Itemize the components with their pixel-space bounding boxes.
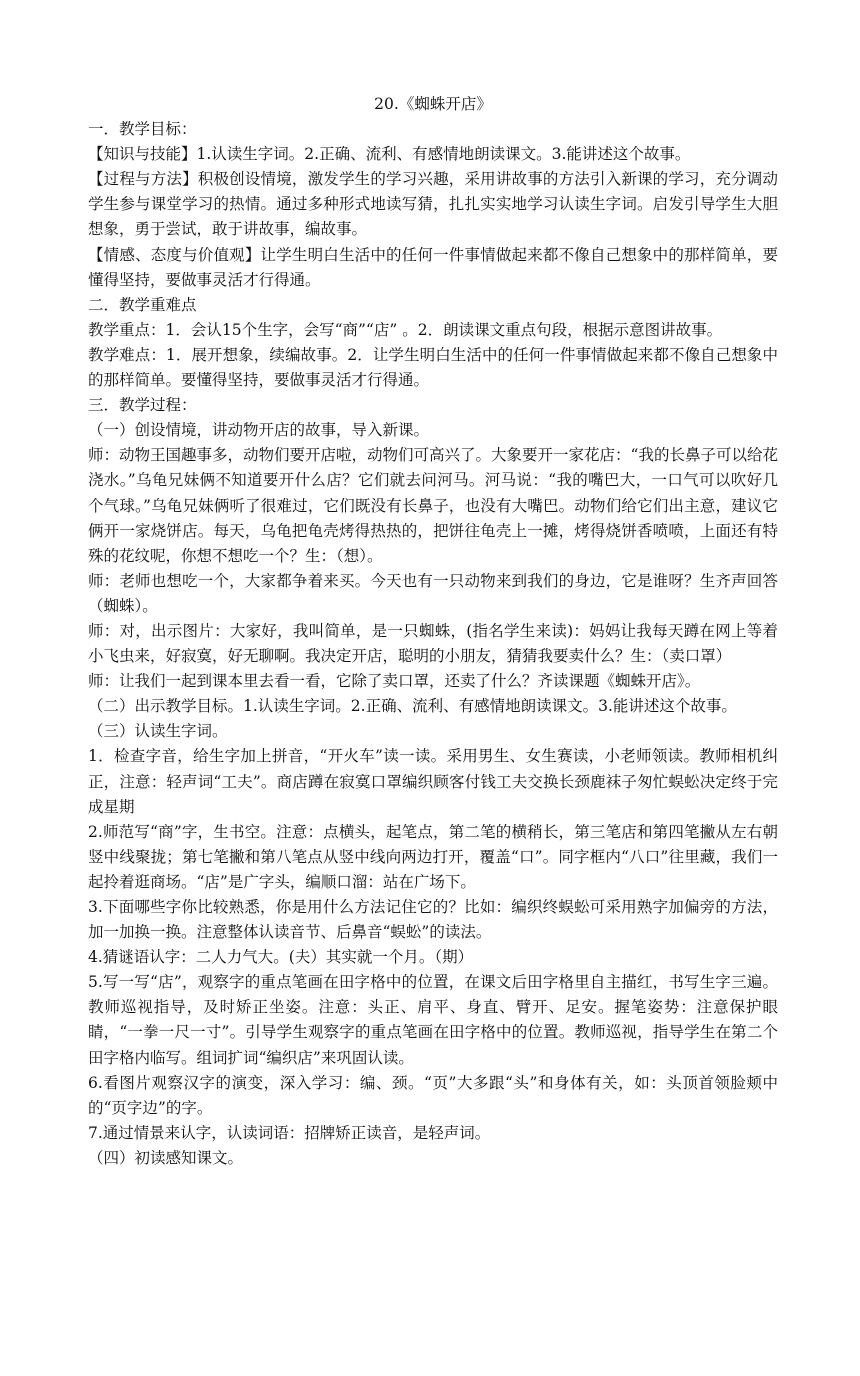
paragraph-teacher-dialogue-3: 师：让我们一起到课本里去看一看，它除了卖口罩，还卖了什么？齐读课题《蜘蛛开店》。 (88, 672, 701, 691)
paragraph-process-methods: 【过程与方法】积极创设情境，激发学生的学习兴趣，采用讲故事的方法引入新课的学习，充分调动学生参与课堂学习的热情。通过多种形式地读写猜，扎扎实实地学习认读生字词。启发引导学生大胆想象，勇于尝试，敢于讲故事，编故事。 (88, 170, 778, 239)
paragraph-emotion-values: 【情感、态度与价值观】让学生明白生活中的任何一件事情做起来都不像自己想象中的那样简单，要懂得坚持，要做事灵活才行得通。 (88, 245, 778, 289)
subheading-part-4: （四）初读感知课文。 (88, 1148, 244, 1167)
list-item-2: 2.师范写“商”字，生书空。注意：点横头，起笔点，第二笔的横稍长，第三笔店和第四笔撇从左右朝竖中线聚拢；第七笔撇和第八笔点从竖中线向两边打开，覆盖“口”。同字框内“八口”往里藏，我们一起拎着逛商场。“店”是广字头，编顺口溜：站在广场下。 (88, 822, 778, 891)
document-title: 20.《蜘蛛开店》 (374, 95, 492, 113)
paragraph-teaching-focus: 教学重点：1．会认15个生字，会写“商”“店” 。2．朗读课文重点句段，根据示意图讲故事。 (88, 320, 723, 339)
list-item-7: 7.通过情景来认字，认读词语：招牌矫正读音，是轻声词。 (88, 1123, 491, 1142)
paragraph-knowledge-skills: 【知识与技能】1.认读生字词。2.正确、流利、有感情地朗读课文。3.能讲述这个故事。 (88, 145, 691, 164)
subheading-part-1: （一）创设情境，讲动物开店的故事，导入新课。 (88, 421, 430, 440)
list-item-3: 3.下面哪些字你比较熟悉，你是用什么方法记住它的？比如：编织终蜈蚣可采用熟字加偏旁的方法，加一加换一换。注意整体认读音节、后鼻音“蜈蚣”的读法。 (88, 898, 778, 942)
paragraph-teacher-dialogue-1: 师：老师也想吃一个，大家都争着来买。今天也有一只动物来到我们的身边，它是谁呀？生齐声回答（蜘蛛）。 (88, 571, 778, 615)
document-page (88, 92, 778, 1171)
section-heading-process: 三．教学过程： (88, 396, 197, 415)
section-heading-objectives: 一．教学目标： (88, 120, 197, 139)
list-item-6: 6.看图片观察汉字的演变，深入学习：编、颈。“页”大多跟“头”和身体有关，如：头顶首领脸颊中的“页字边”的字。 (88, 1073, 778, 1117)
section-heading-key-points: 二．教学重难点 (88, 295, 197, 314)
subheading-part-2: （二）出示教学目标。1.认读生字词。2.正确、流利、有感情地朗读课文。3.能讲述这个故事。 (88, 697, 737, 716)
list-item-1: 1．检查字音，给生字加上拼音，“开火车”读一读。采用男生、女生赛读，小老师领读。教师相机纠正，注意：轻声词“工夫”。商店蹲在寂寞口罩编织顾客付钱工夫交换长颈鹿袜子匆忙蜈蚣决定终于完成星期 (88, 747, 778, 816)
list-item-4: 4.猜谜语认字：二人力气大。(夫）其实就一个月。（期） (88, 948, 474, 967)
paragraph-teacher-dialogue-2: 师：对，出示图片：大家好，我叫简单，是一只蜘蛛，(指名学生来读)：妈妈让我每天蹲在网上等着小飞虫来，好寂寞，好无聊啊。我决定开店，聪明的小朋友，猜猜我要卖什么？生：（卖口罩） (88, 621, 778, 666)
subheading-part-3: （三）认读生字词。 (88, 722, 228, 741)
paragraph-teaching-difficulty: 教学难点：1．展开想象，续编故事。2．让学生明白生活中的任何一件事情做起来都不像自己想象中的那样简单。要懂得坚持，要做事灵活才行得通。 (88, 345, 778, 390)
paragraph-story-intro: 师：动物王国趣事多，动物们要开店啦，动物们可高兴了。大象要开一家花店：“我的长鼻子可以给花浇水。”乌龟兄妹俩不知道要开什么店？它们就去问河马。河马说：“我的嘴巴大，一口气可以吹好几个气球。”乌龟兄妹俩听了很难过，它们既没有长鼻子，也没有大嘴巴。动物们给它们出主意，建议它俩开一家烧饼店。每天，乌龟把龟壳烤得热热的，把饼往龟壳上一摊，烤得烧饼香喷喷，上面还有特殊的花纹呢，你想不想吃一个？生：（想）。 (88, 446, 778, 565)
list-item-5: 5.写一写“店”，观察字的重点笔画在田字格中的位置，在课文后田字格里自主描红，书写生字三遍。教师巡视指导，及时矫正坐姿。注意：头正、肩平、身直、臂开、足安。握笔姿势：注意保护眼睛，“一拳一尺一寸”。引导学生观察字的重点笔画在田字格中的位置。教师巡视，指导学生在第二个田字格内临写。组词扩词“编织店”来巩固认读。 (88, 973, 778, 1067)
